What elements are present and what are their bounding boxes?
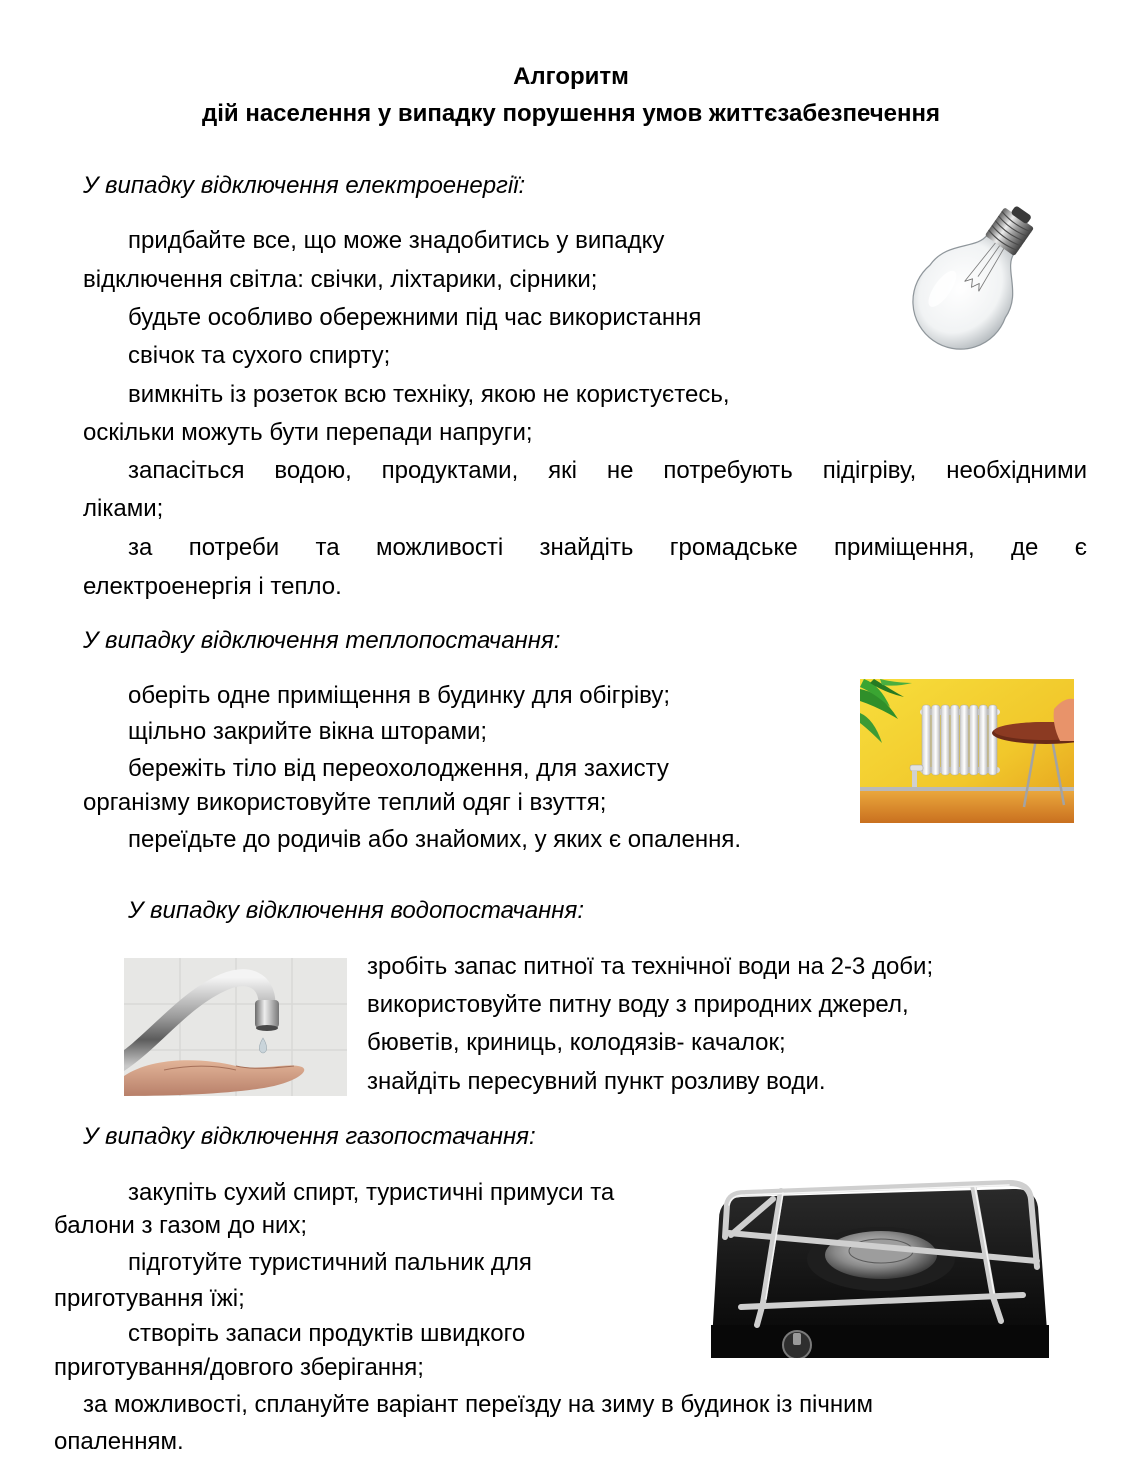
section-heading-heating: У випадку відключення теплопостачання: — [83, 627, 561, 654]
heating-text-line: щільно закрийте вікна шторами; — [128, 718, 488, 745]
electricity-text-line: відключення світла: свічки, ліхтарики, сірники; — [83, 266, 598, 293]
electricity-text-line: будьте особливо обережними під час використання — [128, 304, 702, 331]
gas-text-line: за можливості, сплануйте варіант переїзду на зиму в будинок із пічним — [83, 1391, 874, 1418]
radiator-image — [860, 679, 1074, 823]
electricity-text-line: електроенергія і тепло. — [83, 573, 342, 600]
electricity-text-line: вимкніть із розеток всю техніку, якою не користуєтесь, — [128, 381, 730, 408]
water-text-line: бюветів, криниць, колодязів- качалок; — [367, 1029, 786, 1056]
gas-burner — [807, 1227, 955, 1291]
gas-text-line: приготування/довгого зберігання; — [54, 1354, 424, 1381]
section-heading-gas: У випадку відключення газопостачання: — [83, 1123, 536, 1150]
electricity-text-line: придбайте все, що може знадобитись у випадку — [128, 227, 665, 254]
water-text-line: знайдіть пересувний пункт розливу води. — [367, 1068, 826, 1095]
faucet-image — [124, 958, 347, 1096]
electricity-text-line: оскільки можуть бути перепади напруги; — [83, 419, 533, 446]
gas-stove-image — [711, 1175, 1049, 1358]
electricity-text-line: запасіться водою, продуктами, які не потребують підігріву, необхідними — [128, 457, 1087, 484]
electricity-text-line: ліками; — [83, 495, 164, 522]
light-bulb-image — [893, 180, 1057, 373]
electricity-text-line: свічок та сухого спирту; — [128, 342, 391, 369]
faucet-spout — [255, 1000, 279, 1028]
gas-text-line: закупіть сухий спирт, туристичні примуси та — [128, 1179, 615, 1206]
heating-text-line: організму використовуйте теплий одяг і взуття; — [83, 789, 607, 816]
gas-text-line: створіть запаси продуктів швидкого — [128, 1320, 526, 1347]
heating-text-line: переїдьте до родичів або знайомих, у яких є опалення. — [128, 826, 742, 853]
heating-text-line: оберіть одне приміщення в будинку для обігріву; — [128, 682, 671, 709]
gas-text-line: опаленням. — [54, 1428, 184, 1455]
gas-text-line: приготування їжі; — [54, 1285, 245, 1312]
section-heading-water: У випадку відключення водопостачання: — [128, 897, 584, 924]
section-heading-electricity: У випадку відключення електроенергії: — [83, 172, 526, 199]
water-text-line: зробіть запас питної та технічної води на 2-3 доби; — [367, 953, 934, 980]
gas-text-line: балони з газом до них; — [54, 1212, 308, 1239]
electricity-text-line: за потреби та можливості знайдіть громадське приміщення, де є — [128, 534, 1087, 561]
water-text-line: використовуйте питну воду з природних джерел, — [367, 991, 909, 1018]
heating-text-line: бережіть тіло від переохолодження, для захисту — [128, 755, 669, 782]
radiator — [910, 705, 1000, 787]
document-subtitle: дій населення у випадку порушення умов життєзабезпечення — [202, 100, 940, 127]
document-title: Алгоритм — [513, 63, 629, 90]
gas-text-line: підготуйте туристичний пальник для — [128, 1249, 532, 1276]
